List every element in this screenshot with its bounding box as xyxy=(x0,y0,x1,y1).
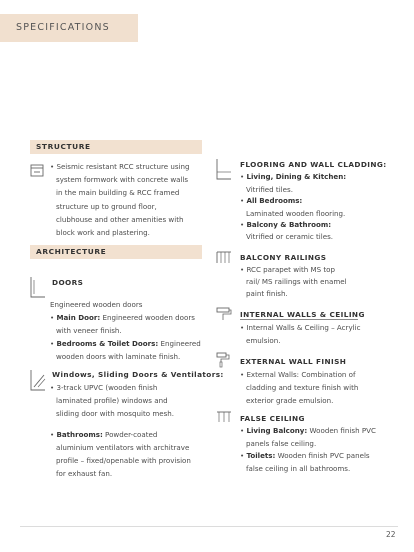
ceiling-icon xyxy=(216,410,232,424)
window-icon xyxy=(30,369,46,391)
flooring-balcony-line: • Balcony & Bathroom: xyxy=(240,220,332,229)
doors-subheading: Engineered wooden doors xyxy=(50,300,143,309)
wall-finish-icon xyxy=(216,352,232,368)
footer-divider xyxy=(20,526,398,527)
structure-heading-band xyxy=(30,140,202,154)
bathroom-vent-cont-2: profile – fixed/openable with provision xyxy=(56,456,191,465)
railing-icon xyxy=(216,250,232,264)
header-band xyxy=(0,14,414,42)
ceiling-living-cont: panels false ceiling. xyxy=(246,439,317,448)
railings-heading: BALCONY RAILINGS xyxy=(240,253,327,262)
windows-line-3: sliding door with mosquito mesh. xyxy=(56,409,175,418)
bedroom-door-text: Engineered xyxy=(158,339,201,348)
ceiling-toilet-text: Wooden finish PVC panels xyxy=(275,451,370,460)
architecture-heading-band xyxy=(30,245,202,259)
ceiling-living-line: • Living Balcony: Wooden finish PVC xyxy=(240,426,376,435)
external-line-2: cladding and texture finish with xyxy=(246,383,359,392)
bedroom-door-cont: wooden doors with laminate finish. xyxy=(56,352,181,361)
structure-line-2: system formwork with concrete walls xyxy=(56,175,189,184)
architecture-heading: ARCHITECTURE xyxy=(36,247,107,256)
structure-icon xyxy=(30,164,44,178)
main-door-line: • Main Door: Engineered wooden doors xyxy=(50,313,195,322)
ceiling-living-label: Living Balcony: xyxy=(246,426,308,435)
doors-heading: DOORS xyxy=(52,278,84,287)
structure-line-6: block work and plastering. xyxy=(56,228,150,237)
flooring-living-line: • Living, Dining & Kitchen: xyxy=(240,172,347,181)
railings-line-2: rail/ MS railings with enamel xyxy=(246,277,347,286)
main-door-cont: with veneer finish. xyxy=(56,326,122,335)
flooring-bedroom-label: All Bedrooms: xyxy=(246,196,303,205)
flooring-balcony-label: Balcony & Bathroom: xyxy=(246,220,332,229)
windows-line-2: laminated profile) windows and xyxy=(56,396,168,405)
ceiling-toilet-label: Toilets: xyxy=(246,451,276,460)
page-number: 22 xyxy=(386,530,396,539)
internal-line-1: • Internal Walls & Ceiling – Acrylic xyxy=(240,323,361,332)
internal-line-2: emulsion. xyxy=(246,336,281,345)
page-title: SPECIFICATIONS xyxy=(16,22,110,33)
internal-heading-underline xyxy=(240,319,358,320)
ceiling-toilet-line: • Toilets: Wooden finish PVC panels xyxy=(240,451,370,460)
bathroom-vent-text: Powder-coated xyxy=(102,430,158,439)
paint-roller-icon xyxy=(216,307,232,321)
ceiling-toilet-cont: false ceiling in all bathrooms. xyxy=(246,464,351,473)
railings-line-3: paint finish. xyxy=(246,289,288,298)
flooring-bedroom-text: Laminated wooden flooring. xyxy=(246,209,346,218)
internal-heading: INTERNAL WALLS & CEILING xyxy=(240,310,365,319)
flooring-heading: FLOORING AND WALL CLADDING: xyxy=(240,160,387,169)
bedroom-door-label: Bedrooms & Toilet Doors: xyxy=(56,339,159,348)
external-heading: EXTERNAL WALL FINISH xyxy=(240,357,347,366)
windows-heading: Windows, Sliding Doors & Ventilators: xyxy=(52,370,224,379)
structure-line-5: clubhouse and other amenities with xyxy=(56,215,184,224)
flooring-balcony-text: Vitrified or ceramic tiles. xyxy=(246,232,334,241)
bathroom-vent-line: • Bathrooms: Powder-coated xyxy=(50,430,158,439)
ceiling-heading: FALSE CEILING xyxy=(240,414,305,423)
bathroom-vent-label: Bathrooms: xyxy=(56,430,103,439)
external-line-1: • External Walls: Combination of xyxy=(240,370,356,379)
structure-line-3: in the main building & RCC framed xyxy=(56,188,180,197)
railings-line-1: • RCC parapet with MS top xyxy=(240,265,335,274)
main-door-text: Engineered wooden doors xyxy=(100,313,195,322)
flooring-bedroom-line: • All Bedrooms: xyxy=(240,196,303,205)
ceiling-living-text: Wooden finish PVC xyxy=(307,426,376,435)
structure-line-1: • Seismic resistant RCC structure using xyxy=(50,162,190,171)
flooring-living-text: Vitrified tiles. xyxy=(246,185,293,194)
bathroom-vent-cont-3: for exhaust fan. xyxy=(56,469,113,478)
door-icon xyxy=(30,276,46,298)
structure-line-4: structure up to ground floor, xyxy=(56,202,157,211)
external-line-3: exterior grade emulsion. xyxy=(246,396,334,405)
flooring-icon xyxy=(216,158,232,180)
flooring-living-label: Living, Dining & Kitchen: xyxy=(246,172,347,181)
structure-heading: STRUCTURE xyxy=(36,142,91,151)
windows-line-1: • 3-track UPVC (wooden finish xyxy=(50,383,158,392)
bathroom-vent-cont-1: aluminium ventilators with architrave xyxy=(56,443,190,452)
bedroom-door-line: • Bedrooms & Toilet Doors: Engineered xyxy=(50,339,201,348)
main-door-label: Main Door: xyxy=(56,313,101,322)
